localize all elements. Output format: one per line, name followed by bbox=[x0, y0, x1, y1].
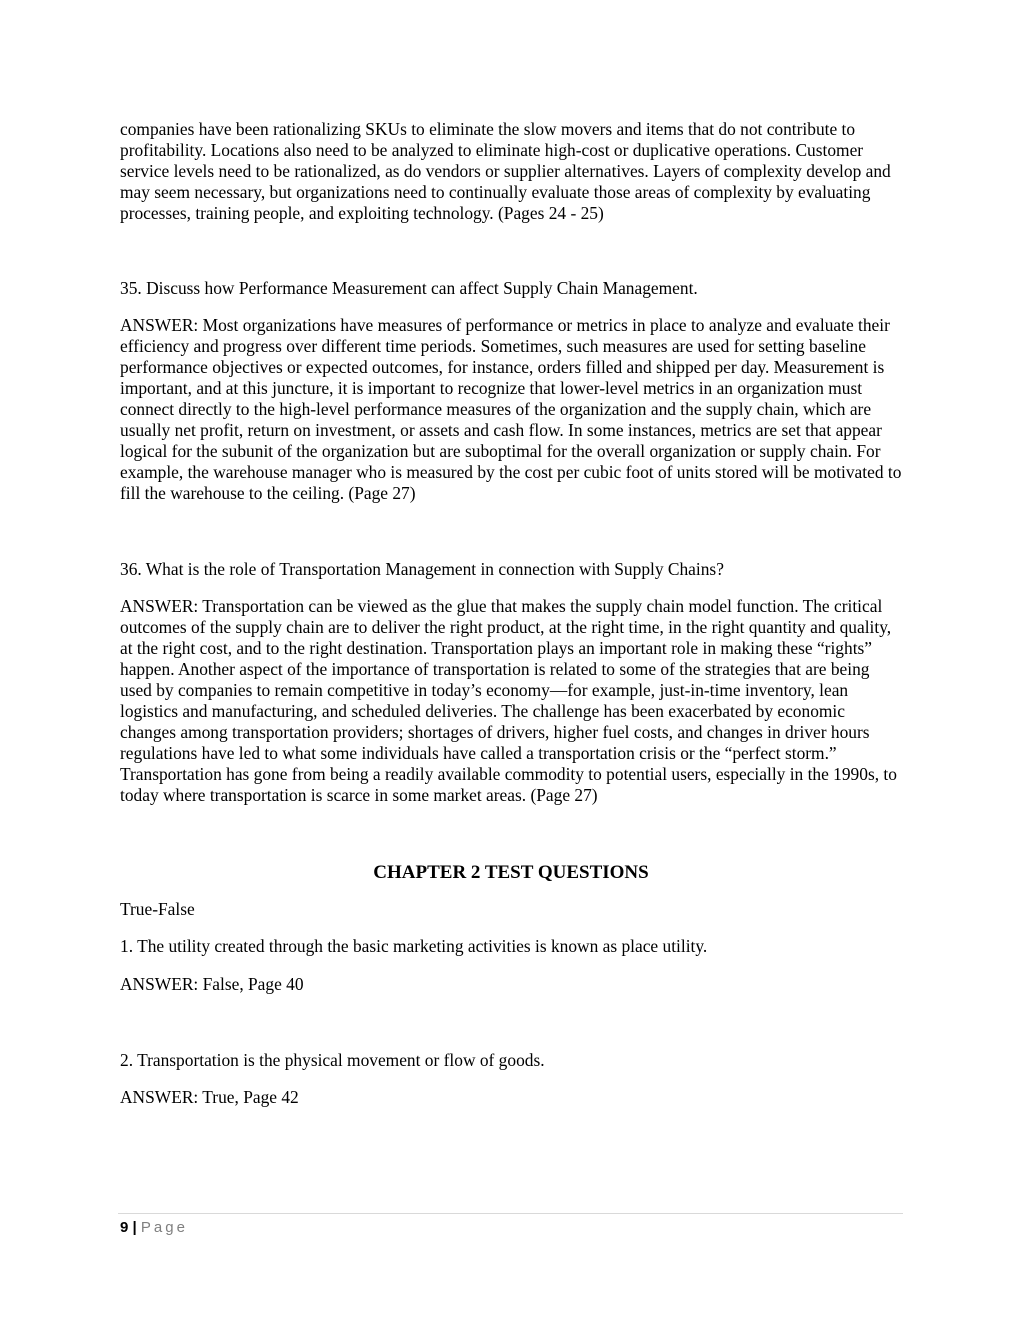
footer-separator: | bbox=[132, 1219, 137, 1236]
tf-answer-1: ANSWER: False, Page 40 bbox=[120, 974, 304, 994]
answer-35: ANSWER: Most organizations have measures of performance or metrics in place to analyze and evaluate their efficiency and progress over different time periods. Sometimes, such measures are used for setting baseline performance objectives or expected outcomes, for instance, orders filled and shipped per day. Measurement is important, and at this juncture, it is important to recognize that lower-level metrics in an organization must connect directly to the high-level performance measures of the organization and the supply chain, which are usually net profit, return on investment, or assets and cash flow. In some instances, metrics are set that appear logical for the subunit of the organization but are suboptimal for the overall organization or supply chain. For example, the warehouse manager who is measured by the cost per cubic foot of units stored will be motivated to fill the warehouse to the ceiling. (Page 27) bbox=[120, 315, 902, 503]
section-label-true-false: True-False bbox=[120, 899, 195, 919]
tf-question-2: 2. Transportation is the physical movement or flow of goods. bbox=[120, 1050, 545, 1070]
question-35: 35. Discuss how Performance Measurement can affect Supply Chain Management. bbox=[120, 278, 698, 298]
answer-36: ANSWER: Transportation can be viewed as the glue that makes the supply chain model function. The critical outcomes of the supply chain are to deliver the right product, at the right time, in the right quantity and quality, at the right cost, and to the right destination. Transportation plays an important role in making these “rights” happen. Another aspect of the importance of transportation is related to some of the strategies that are being used by companies to remain competitive in today’s economy—for example, just-in-time inventory, lean logistics and manufacturing, and scheduled deliveries. The challenge has been exacerbated by economic changes among transportation providers; shortages of drivers, higher fuel costs, and changes in driver hours regulations have led to what some individuals have called a transportation crisis or the “perfect storm.” Transportation has gone from being a readily available commodity to potential users, especially in the 1990s, to today where transportation is scarce in some market areas. (Page 27) bbox=[120, 596, 897, 805]
chapter-title: CHAPTER 2 TEST QUESTIONS bbox=[373, 862, 649, 883]
intro-paragraph: companies have been rationalizing SKUs to eliminate the slow movers and items that do not contribute to profitability. Locations also need to be analyzed to eliminate high-cost or duplicative operations. Customer service levels need to be rationalized, as do vendors or supplier alternatives. Layers of complexity develop and may seem necessary, but organizations need to continually evaluate those areas of complexity by evaluating processes, training people, and exploiting technology. (Pages 24 - 25) bbox=[120, 119, 891, 223]
page-number: 9 bbox=[120, 1219, 129, 1236]
tf-question-1: 1. The utility created through the basic marketing activities is known as place utility. bbox=[120, 936, 708, 956]
question-36: 36. What is the role of Transportation Management in connection with Supply Chains? bbox=[120, 559, 724, 579]
page-footer bbox=[120, 1218, 188, 1238]
page-body bbox=[120, 119, 902, 1108]
tf-answer-2: ANSWER: True, Page 42 bbox=[120, 1087, 299, 1107]
page-word: Page bbox=[140, 1219, 188, 1236]
footer-divider bbox=[118, 1213, 903, 1214]
